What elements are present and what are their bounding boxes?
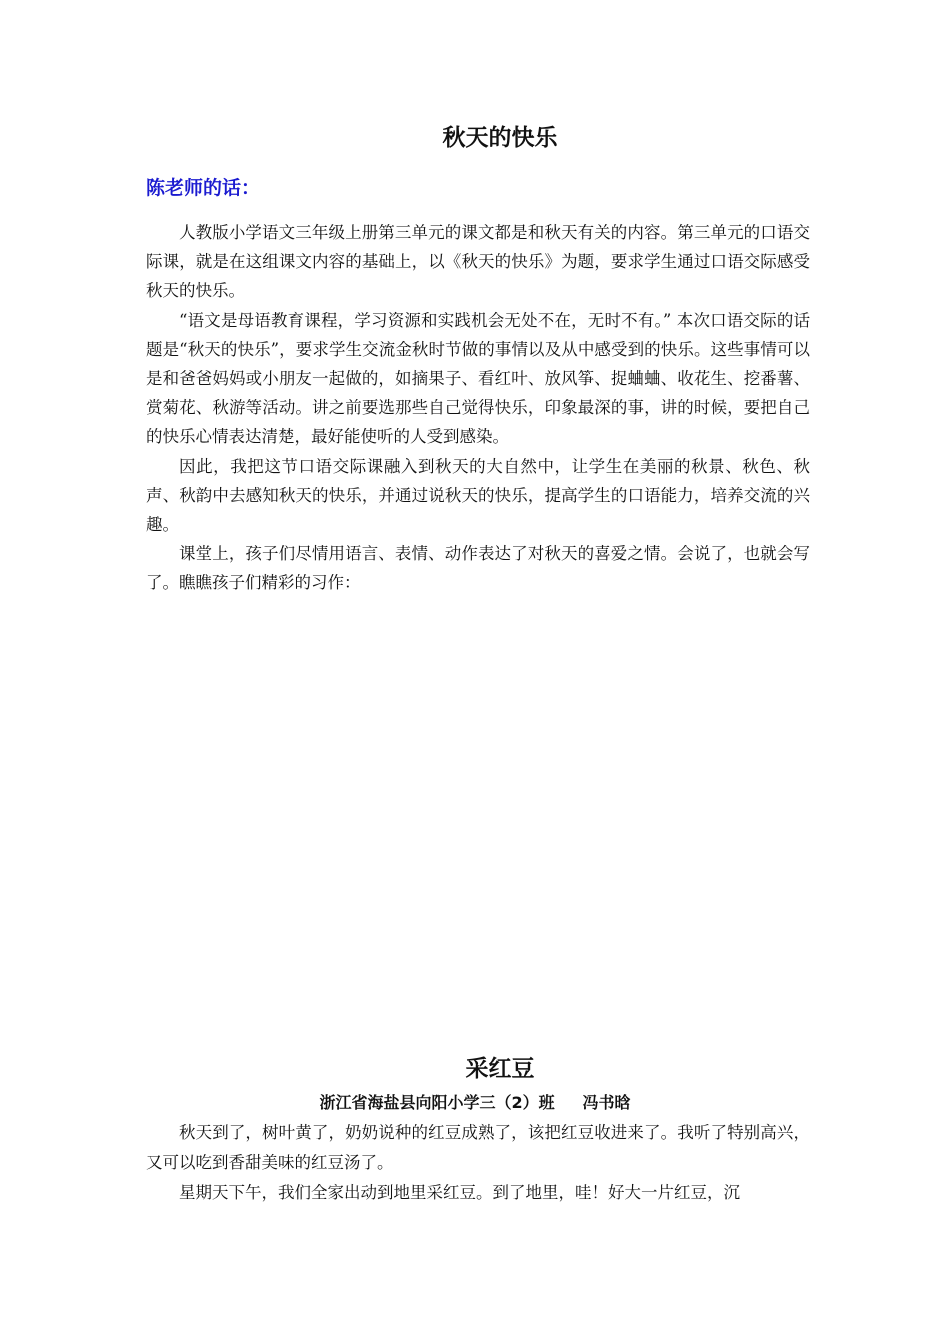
essay-title: 采红豆 xyxy=(465,1055,535,1082)
teacher-comment-body xyxy=(146,218,810,598)
teacher-comment-heading: 陈老师的话： xyxy=(146,177,261,199)
document-title: 秋天的快乐 xyxy=(442,125,558,151)
intro-paragraph: 课堂上，孩子们尽情用语言、表情、动作表达了对秋天的喜爱之情。会说了，也就会写了。瞧瞧孩子们精彩的习作： xyxy=(146,544,810,593)
essay-author: 浙江省海盐县向阳小学三（2）班 冯书晗 xyxy=(319,1093,631,1112)
essay-body xyxy=(146,1118,810,1208)
intro-paragraph: 因此，我把这节口语交际课融入到秋天的大自然中，让学生在美丽的秋景、秋色、秋声、秋韵中去感知秋天的快乐，并通过说秋天的快乐，提高学生的口语能力，培养交流的兴趣。 xyxy=(146,456,810,535)
essay-paragraph: 星期天下午，我们全家出动到地里采红豆。到了地里，哇！好大一片红豆，沉 xyxy=(179,1183,740,1202)
essay-paragraph: 秋天到了，树叶黄了，奶奶说种的红豆成熟了，该把红豆收进来了。我听了特别高兴， 又可以吃到香甜美味的红豆汤了。 xyxy=(146,1123,810,1172)
intro-paragraph: “语文是母语教育课程，学习资源和实践机会无处不在，无时不有。” 本次口语交际的话题是“秋天的快乐”，要求学生交流金秋时节做的事情以及从中感受到的快乐。这些事情可以是和爸爸妈妈或小朋友一起做的，如摘果子、看红叶、放风筝、捉蛐蛐、收花生、挖番薯、赏菊花、秋游等活动。讲之前要选那些自己觉得快乐，印象最深的事，讲的时候，要把自己的快乐心情表达清楚，最好能使听的人受到感染。 xyxy=(146,310,810,447)
intro-paragraph: 人教版小学语文三年级上册第三单元的课文都是和秋天有关的内容。第三单元的口语交际课，就是在这组课文内容的基础上，以《秋天的快乐》为题，要求学生通过口语交际感受秋天的快乐。 xyxy=(146,223,810,301)
